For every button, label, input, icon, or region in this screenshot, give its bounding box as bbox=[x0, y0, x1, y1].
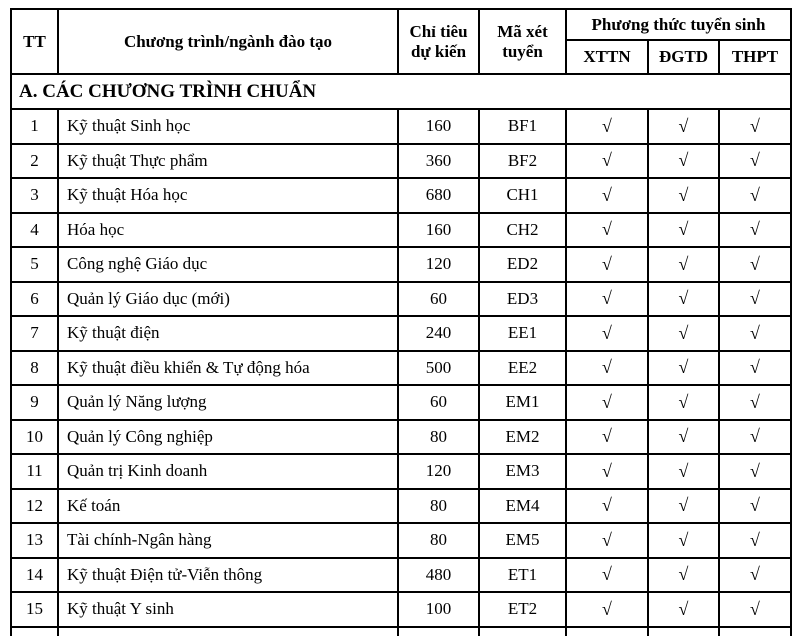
code-cell: BF1 bbox=[479, 109, 566, 144]
row-number-cell: 3 bbox=[11, 178, 58, 213]
row-number-cell: 9 bbox=[11, 385, 58, 420]
quota-cell: 80 bbox=[398, 420, 479, 455]
table-row bbox=[11, 489, 791, 524]
table-row bbox=[11, 213, 791, 248]
code-cell: ED2 bbox=[479, 247, 566, 282]
row-number-cell: 7 bbox=[11, 316, 58, 351]
method-check-cell-xttn: √ bbox=[566, 351, 648, 386]
method-check-cell-xttn: √ bbox=[566, 592, 648, 627]
table-row bbox=[11, 316, 791, 351]
header-method-thpt: THPT bbox=[719, 40, 791, 74]
code-cell: EM1 bbox=[479, 385, 566, 420]
method-check-cell-xttn: √ bbox=[566, 489, 648, 524]
section-header-row bbox=[11, 74, 791, 109]
quota-cell: 160 bbox=[398, 213, 479, 248]
method-check-cell-thpt: √ bbox=[719, 523, 791, 558]
row-number-cell: 10 bbox=[11, 420, 58, 455]
method-check-cell-đgtd: √ bbox=[648, 385, 719, 420]
row-number-cell: 1 bbox=[11, 109, 58, 144]
code-cell: EM4 bbox=[479, 489, 566, 524]
code-cell: EM5 bbox=[479, 523, 566, 558]
program-name-cell: Kế toán bbox=[58, 489, 398, 524]
table-header bbox=[11, 9, 791, 74]
code-cell: ED3 bbox=[479, 282, 566, 317]
header-program: Chương trình/ngành đào tạo bbox=[58, 9, 398, 74]
table-body bbox=[11, 109, 791, 627]
method-check-cell-đgtd: √ bbox=[648, 489, 719, 524]
program-name-cell: Hóa học bbox=[58, 213, 398, 248]
method-check-cell-thpt: √ bbox=[719, 592, 791, 627]
program-name-cell: Kỹ thuật Y sinh bbox=[58, 592, 398, 627]
method-check-cell-đgtd: √ bbox=[648, 592, 719, 627]
table-row bbox=[11, 178, 791, 213]
method-check-cell-xttn: √ bbox=[566, 558, 648, 593]
table-row bbox=[11, 144, 791, 179]
table-row bbox=[11, 558, 791, 593]
program-name-cell: Kỹ thuật điều khiển & Tự động hóa bbox=[58, 351, 398, 386]
method-check-cell-xttn: √ bbox=[566, 144, 648, 179]
header-quota: Chỉ tiêu dự kiến bbox=[398, 9, 479, 74]
section-header-label: A. CÁC CHƯƠNG TRÌNH CHUẨN bbox=[11, 74, 791, 109]
table-row bbox=[11, 454, 791, 489]
program-name-cell: Công nghệ Giáo dục bbox=[58, 247, 398, 282]
admission-quota-table bbox=[10, 8, 792, 636]
method-check-cell-thpt: √ bbox=[719, 178, 791, 213]
program-name-cell: Kỹ thuật Điện tử-Viễn thông bbox=[58, 558, 398, 593]
quota-cell: 60 bbox=[398, 385, 479, 420]
header-code: Mã xét tuyển bbox=[479, 9, 566, 74]
method-check-cell-xttn: √ bbox=[566, 454, 648, 489]
quota-cell: 480 bbox=[398, 558, 479, 593]
method-check-cell-đgtd: √ bbox=[648, 247, 719, 282]
header-method-xttn: XTTN bbox=[566, 40, 648, 74]
method-check-cell-đgtd: √ bbox=[648, 316, 719, 351]
method-check-cell-thpt: √ bbox=[719, 316, 791, 351]
program-name-cell: Kỹ thuật Sinh học bbox=[58, 109, 398, 144]
row-number-cell: 15 bbox=[11, 592, 58, 627]
method-check-cell-xttn: √ bbox=[566, 178, 648, 213]
method-check-cell-thpt: √ bbox=[719, 247, 791, 282]
quota-cell: 680 bbox=[398, 178, 479, 213]
method-check-cell-đgtd: √ bbox=[648, 178, 719, 213]
quota-cell: 60 bbox=[398, 282, 479, 317]
method-check-cell-xttn: √ bbox=[566, 247, 648, 282]
method-check-cell-xttn: √ bbox=[566, 385, 648, 420]
code-cell: EM2 bbox=[479, 420, 566, 455]
quota-cell: 80 bbox=[398, 489, 479, 524]
method-check-cell-thpt: √ bbox=[719, 420, 791, 455]
method-check-cell-xttn: √ bbox=[566, 523, 648, 558]
partial-next-row bbox=[11, 627, 791, 636]
code-cell: ET2 bbox=[479, 592, 566, 627]
row-number-cell: 11 bbox=[11, 454, 58, 489]
quota-cell: 240 bbox=[398, 316, 479, 351]
method-check-cell-xttn: √ bbox=[566, 282, 648, 317]
code-cell: BF2 bbox=[479, 144, 566, 179]
method-check-cell-thpt: √ bbox=[719, 144, 791, 179]
quota-cell: 80 bbox=[398, 523, 479, 558]
method-check-cell-đgtd: √ bbox=[648, 213, 719, 248]
method-check-cell-thpt: √ bbox=[719, 109, 791, 144]
code-cell: CH2 bbox=[479, 213, 566, 248]
program-name-cell: Tài chính-Ngân hàng bbox=[58, 523, 398, 558]
code-cell: CH1 bbox=[479, 178, 566, 213]
method-check-cell-đgtd: √ bbox=[648, 109, 719, 144]
program-name-cell: Quản lý Công nghiệp bbox=[58, 420, 398, 455]
quota-cell: 120 bbox=[398, 247, 479, 282]
header-method-group: Phương thức tuyển sinh bbox=[566, 9, 791, 40]
quota-cell: 100 bbox=[398, 592, 479, 627]
method-check-cell-đgtd: √ bbox=[648, 558, 719, 593]
row-number-cell: 13 bbox=[11, 523, 58, 558]
method-check-cell-xttn: √ bbox=[566, 213, 648, 248]
table-row bbox=[11, 282, 791, 317]
method-check-cell-đgtd: √ bbox=[648, 144, 719, 179]
row-number-cell: 4 bbox=[11, 213, 58, 248]
table-row bbox=[11, 523, 791, 558]
row-number-cell: 2 bbox=[11, 144, 58, 179]
method-check-cell-thpt: √ bbox=[719, 558, 791, 593]
code-cell: EM3 bbox=[479, 454, 566, 489]
quota-cell: 360 bbox=[398, 144, 479, 179]
method-check-cell-đgtd: √ bbox=[648, 420, 719, 455]
table-row bbox=[11, 420, 791, 455]
program-name-cell: Quản lý Năng lượng bbox=[58, 385, 398, 420]
method-check-cell-thpt: √ bbox=[719, 489, 791, 524]
method-check-cell-xttn: √ bbox=[566, 420, 648, 455]
quota-cell: 160 bbox=[398, 109, 479, 144]
row-number-cell: 14 bbox=[11, 558, 58, 593]
program-name-cell: Kỹ thuật điện bbox=[58, 316, 398, 351]
method-check-cell-thpt: √ bbox=[719, 213, 791, 248]
row-number-cell: 5 bbox=[11, 247, 58, 282]
row-number-cell: 12 bbox=[11, 489, 58, 524]
code-cell: EE2 bbox=[479, 351, 566, 386]
code-cell: EE1 bbox=[479, 316, 566, 351]
program-name-cell: Kỹ thuật Thực phẩm bbox=[58, 144, 398, 179]
table-row bbox=[11, 351, 791, 386]
method-check-cell-xttn: √ bbox=[566, 316, 648, 351]
header-method-dgtd: ĐGTD bbox=[648, 40, 719, 74]
code-cell: ET1 bbox=[479, 558, 566, 593]
row-number-cell: 6 bbox=[11, 282, 58, 317]
method-check-cell-thpt: √ bbox=[719, 282, 791, 317]
method-check-cell-thpt: √ bbox=[719, 454, 791, 489]
program-name-cell: Kỹ thuật Hóa học bbox=[58, 178, 398, 213]
table-row bbox=[11, 592, 791, 627]
quota-cell: 120 bbox=[398, 454, 479, 489]
row-number-cell: 8 bbox=[11, 351, 58, 386]
method-check-cell-thpt: √ bbox=[719, 385, 791, 420]
method-check-cell-xttn: √ bbox=[566, 109, 648, 144]
table-row bbox=[11, 385, 791, 420]
method-check-cell-thpt: √ bbox=[719, 351, 791, 386]
quota-cell: 500 bbox=[398, 351, 479, 386]
method-check-cell-đgtd: √ bbox=[648, 454, 719, 489]
program-name-cell: Quản trị Kinh doanh bbox=[58, 454, 398, 489]
method-check-cell-đgtd: √ bbox=[648, 523, 719, 558]
program-name-cell: Quản lý Giáo dục (mới) bbox=[58, 282, 398, 317]
table-row bbox=[11, 109, 791, 144]
header-tt: TT bbox=[11, 9, 58, 74]
table-row bbox=[11, 247, 791, 282]
method-check-cell-đgtd: √ bbox=[648, 282, 719, 317]
method-check-cell-đgtd: √ bbox=[648, 351, 719, 386]
